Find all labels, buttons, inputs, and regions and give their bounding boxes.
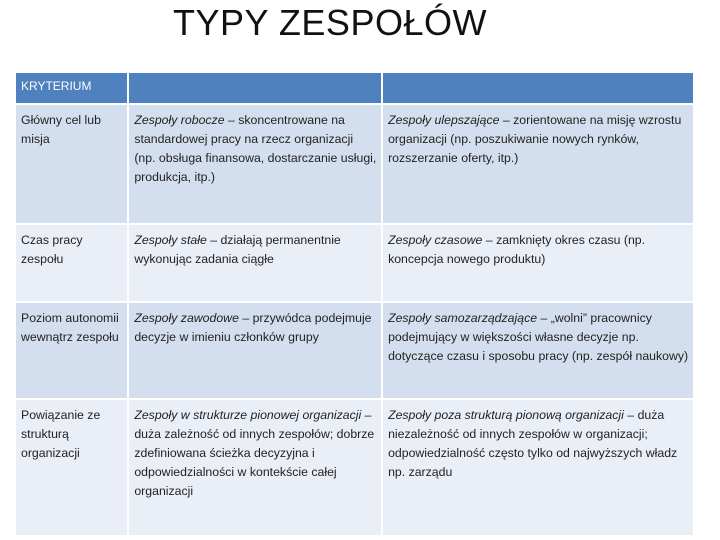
team-types-table: [14, 71, 695, 537]
team-type-name: Zespoły poza strukturą pionową organizacji: [388, 408, 624, 422]
team-type-cell: [129, 225, 381, 301]
team-type-name: Zespoły samozarządzające: [388, 311, 538, 325]
team-type-cell: [383, 303, 693, 398]
team-type-description: – duża zależność od innych zespołów; dobrze zdefiniowana ścieżka decyzyjna i odpowiedzialności w kontekście całej organizacji: [134, 408, 375, 498]
table-row: [16, 400, 693, 535]
table-row: [16, 225, 693, 301]
table-row: [16, 105, 693, 223]
team-type-name: Zespoły czasowe: [388, 233, 483, 247]
team-type-cell: [383, 400, 693, 535]
team-type-description: – zorientowane na misję wzrostu organizacji (np. poszukiwanie nowych rynków, rozszerzanie oferty, itp.): [388, 113, 682, 165]
team-type-cell: [383, 225, 693, 301]
header-col-2: [129, 73, 381, 103]
team-type-description: – duża niezależność od innych zespołów w organizacji; odpowiedzialność często tylko od najwyższych władz np. zarządu: [388, 408, 678, 479]
criterion-cell: Czas pracy zespołu: [16, 225, 127, 301]
team-type-description: – „wolni” pracownicy podejmujący w większości własne decyzje np. dotyczące czasu i sposobu pracy (np. zespół naukowy): [388, 311, 689, 363]
criterion-cell: Powiązanie ze strukturą organizacji: [16, 400, 127, 535]
header-col-3: [383, 73, 693, 103]
team-type-description: – skoncentrowane na standardowej pracy na rzecz organizacji (np. obsługa finansowa, dostarczanie usługi, produkcja, itp.): [134, 113, 377, 184]
team-type-name: Zespoły ulepszające: [388, 113, 500, 127]
criterion-cell: Poziom autonomii wewnątrz zespołu: [16, 303, 127, 398]
criterion-cell: Główny cel lub misja: [16, 105, 127, 223]
team-type-description: – przywódca podejmuje decyzje w imieniu członków grupy: [134, 311, 372, 344]
team-type-cell: [129, 303, 381, 398]
team-type-name: Zespoły zawodowe: [134, 311, 239, 325]
table-row: [16, 303, 693, 398]
team-type-description: – działają permanentnie wykonując zadania ciągłe: [134, 233, 341, 266]
team-type-cell: [129, 105, 381, 223]
header-criterion: KRYTERIUM: [16, 73, 127, 103]
team-type-name: Zespoły stałe: [134, 233, 207, 247]
team-type-name: Zespoły w strukturze pionowej organizacji: [134, 408, 362, 422]
team-type-description: – zamknięty okres czasu (np. koncepcja nowego produktu): [388, 233, 646, 266]
team-type-name: Zespoły robocze: [134, 113, 225, 127]
team-type-cell: [383, 105, 693, 223]
page-title: TYPY ZESPOŁÓW: [173, 2, 487, 43]
team-type-cell: [129, 400, 381, 535]
table-header-row: [16, 73, 693, 103]
